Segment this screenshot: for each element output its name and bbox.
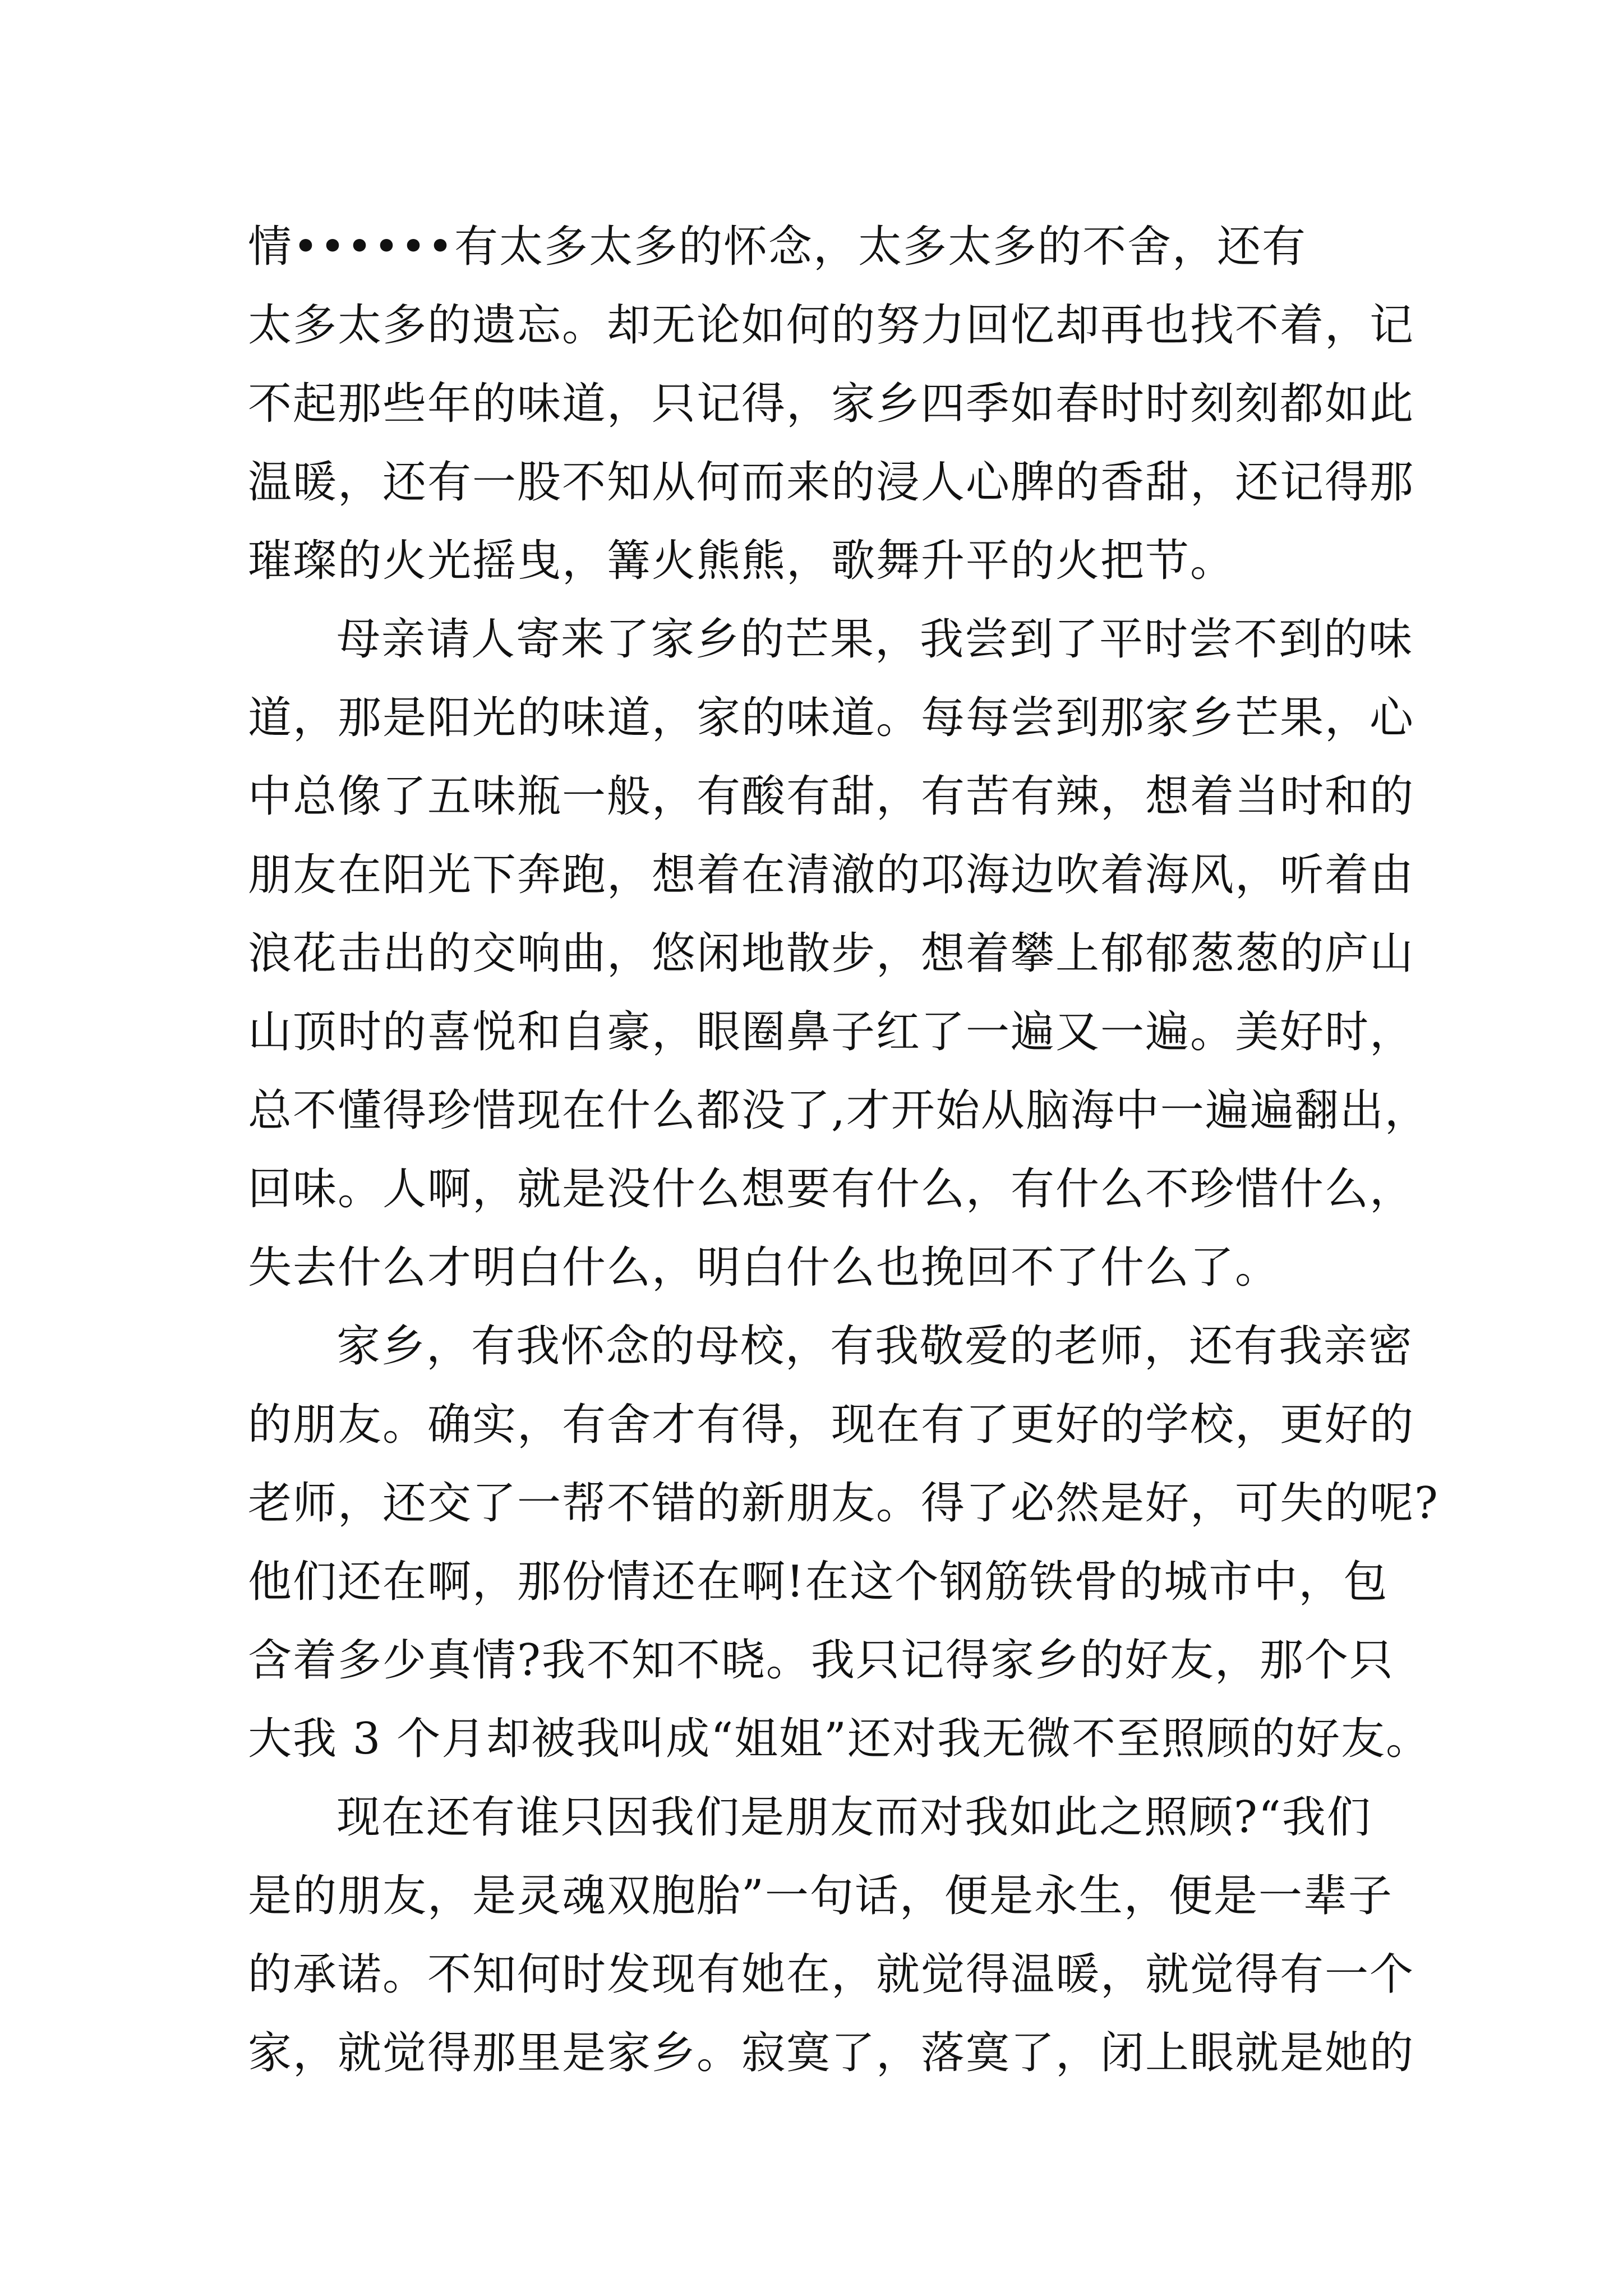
text-line: 太多太多的遗忘。却无论如何的努力回忆却再也找不着，记 bbox=[248, 300, 1415, 351]
text-line: 的承诺。不知何时发现有她在，就觉得温暖，就觉得有一个 bbox=[248, 1949, 1415, 2000]
text-line: 不起那些年的味道，只记得，家乡四季如春时时刻刻都如此 bbox=[248, 379, 1415, 429]
text-line: 朋友在阳光下奔跑，想着在清澈的邛海边吹着海风，听着由 bbox=[248, 850, 1415, 900]
text-line: 总不懂得珍惜现在什么都没了,才开始从脑海中一遍遍翻出， bbox=[248, 1085, 1430, 1136]
paragraph-first-line: 现在还有谁只因我们是朋友而对我如此之照顾?“我们 bbox=[336, 1792, 1372, 1843]
text-line: 家，就觉得那里是家乡。寂寞了，落寞了，闭上眼就是她的 bbox=[248, 2028, 1415, 2078]
text-line: 含着多少真情?我不知不晓。我只记得家乡的好友，那个只 bbox=[248, 1635, 1394, 1686]
text-line: 回味。人啊，就是没什么想要有什么，有什么不珍惜什么， bbox=[248, 1164, 1415, 1214]
text-line: 他们还在啊，那份情还在啊!在这个钢筋铁骨的城市中，包 bbox=[248, 1557, 1389, 1607]
text-line: 璀璨的火光摇曳，篝火熊熊，歌舞升平的火把节。 bbox=[248, 536, 1235, 586]
paragraph-first-line: 家乡，有我怀念的母校，有我敬爱的老师，还有我亲密 bbox=[336, 1321, 1414, 1372]
text-line: 是的朋友，是灵魂双胞胎”一句话，便是永生，便是一辈子 bbox=[248, 1871, 1393, 1921]
text-line: 老师，还交了一帮不错的新朋友。得了必然是好，可失的呢? bbox=[248, 1478, 1439, 1529]
text-line: 浪花击出的交响曲，悠闲地散步，想着攀上郁郁葱葱的庐山 bbox=[248, 928, 1415, 979]
text-line: 的朋友。确实，有舍才有得，现在有了更好的学校，更好的 bbox=[248, 1400, 1415, 1450]
text-line: 情••••••有太多太多的怀念，太多太多的不舍，还有 bbox=[248, 222, 1307, 272]
text-line: 山顶时的喜悦和自豪，眼圈鼻子红了一遍又一遍。美好时， bbox=[248, 1007, 1415, 1057]
text-line: 温暖，还有一股不知从何而来的浸人心脾的香甜，还记得那 bbox=[248, 457, 1415, 508]
paragraph-first-line: 母亲请人寄来了家乡的芒果，我尝到了平时尝不到的味 bbox=[336, 614, 1414, 665]
text-line: 失去什么才明白什么，明白什么也挽回不了什么了。 bbox=[248, 1243, 1280, 1293]
text-line: 大我 3 个月却被我叫成“姐姐”还对我无微不至照顾的好友。 bbox=[248, 1714, 1431, 1764]
text-line: 道，那是阳光的味道，家的味道。每每尝到那家乡芒果，心 bbox=[248, 693, 1415, 743]
text-line: 中总像了五味瓶一般，有酸有甜，有苦有辣，想着当时和的 bbox=[248, 771, 1415, 822]
